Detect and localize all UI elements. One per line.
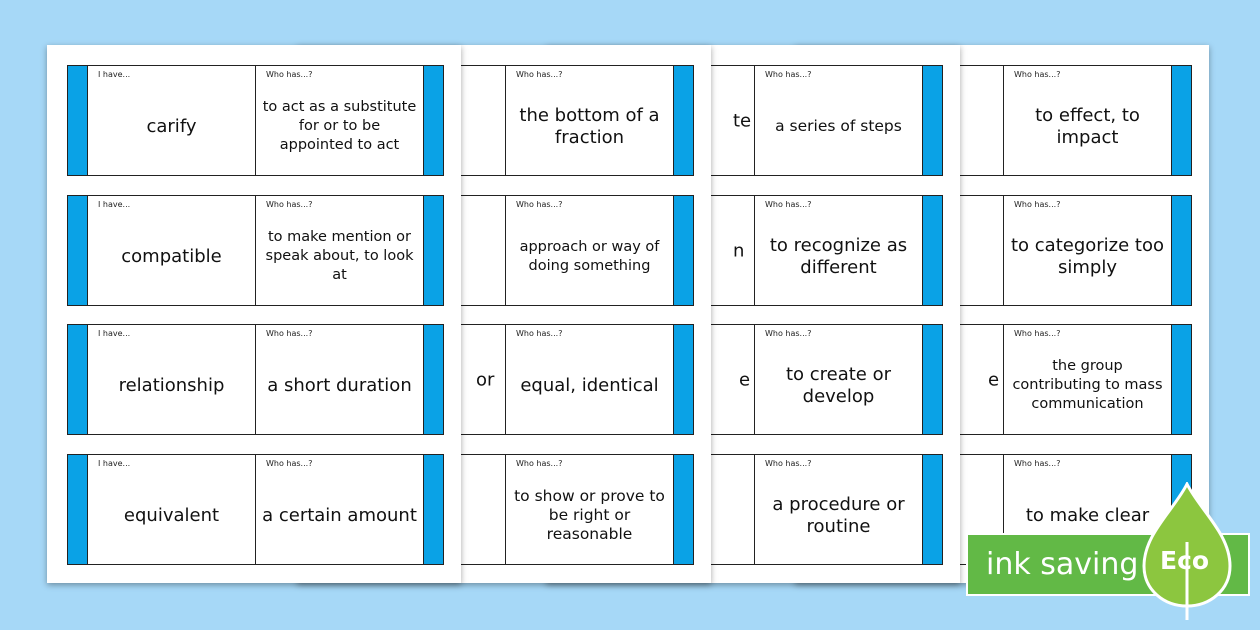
- who-has-label: Who has...?: [516, 459, 563, 468]
- who-has-definition: to make mention or speak about, to look at: [265, 229, 414, 283]
- i-have-term: equivalent: [123, 504, 220, 526]
- who-has-label: Who has...?: [516, 200, 563, 209]
- who-has-definition: to recognize as different: [769, 234, 908, 278]
- who-has-label: Who has...?: [1014, 200, 1061, 209]
- i-have-term-fragment: e: [739, 369, 751, 390]
- sheet-1: [47, 45, 461, 583]
- who-has-label: Who has...?: [266, 459, 313, 468]
- who-has-definition: equal, identical: [520, 374, 659, 396]
- who-has-definition: the group contributing to mass communication: [1012, 358, 1163, 412]
- card-bar-right: [673, 66, 693, 175]
- who-has-definition: to effect, to impact: [1035, 104, 1140, 148]
- i-have-half: [88, 66, 255, 175]
- who-has-label: Who has...?: [266, 200, 313, 209]
- i-have-label: I have...: [98, 329, 131, 338]
- who-has-half: [255, 455, 423, 564]
- i-have-term: compatible: [121, 245, 222, 267]
- i-have-term-fragment: n: [733, 240, 745, 261]
- who-has-definition: to create or develop: [785, 363, 892, 407]
- who-has-half: [505, 455, 673, 564]
- card-bar-right: [423, 325, 443, 434]
- who-has-half: [1003, 196, 1171, 305]
- card-bar-right: [1171, 196, 1191, 305]
- who-has-label: Who has...?: [516, 70, 563, 79]
- card-bar-right: [922, 196, 942, 305]
- card-bar-right: [423, 66, 443, 175]
- who-has-definition: a series of steps: [775, 117, 902, 136]
- who-has-half: [754, 325, 922, 434]
- card-bar-right: [423, 196, 443, 305]
- card-bar-right: [1171, 325, 1191, 434]
- card-bar-right: [673, 325, 693, 434]
- card: [67, 195, 444, 306]
- who-has-half: [754, 66, 922, 175]
- card-bar-right: [1171, 66, 1191, 175]
- who-has-label: Who has...?: [266, 70, 313, 79]
- who-has-definition: to show or prove to be right or reasonable: [514, 487, 665, 543]
- card-bar-right: [423, 455, 443, 564]
- who-has-label: Who has...?: [765, 70, 812, 79]
- who-has-label: Who has...?: [765, 200, 812, 209]
- card-bar-left: [68, 196, 88, 305]
- card-bar-right: [673, 196, 693, 305]
- who-has-half: [505, 66, 673, 175]
- who-has-half: [505, 196, 673, 305]
- card-bar-left: [68, 455, 88, 564]
- who-has-definition: a short duration: [267, 374, 412, 396]
- who-has-label: Who has...?: [1014, 329, 1061, 338]
- who-has-half: [1003, 325, 1171, 434]
- ink-saving-text: ink saving: [986, 547, 1139, 582]
- i-have-half: [88, 325, 255, 434]
- card: [67, 324, 444, 435]
- card: [67, 65, 444, 176]
- card-bar-right: [922, 455, 942, 564]
- who-has-definition: to act as a substitute for or to be appointed to act: [262, 99, 417, 153]
- i-have-term: relationship: [118, 374, 225, 396]
- who-has-half: [255, 325, 423, 434]
- i-have-half: [88, 455, 255, 564]
- i-have-label: I have...: [98, 70, 131, 79]
- who-has-definition: approach or way of doing something: [519, 238, 660, 274]
- who-has-label: Who has...?: [765, 459, 812, 468]
- i-have-term-fragment: or: [476, 369, 495, 390]
- eco-label: Eco: [1160, 546, 1210, 575]
- i-have-label: I have...: [98, 200, 131, 209]
- who-has-label: Who has...?: [765, 329, 812, 338]
- i-have-term-fragment: e: [988, 369, 1000, 390]
- card-bar-right: [922, 325, 942, 434]
- who-has-definition: to categorize too simply: [1010, 234, 1165, 278]
- who-has-definition: the bottom of a fraction: [519, 104, 660, 148]
- who-has-label: Who has...?: [516, 329, 563, 338]
- who-has-half: [754, 196, 922, 305]
- who-has-definition: a procedure or routine: [772, 493, 905, 537]
- who-has-definition: to make clear: [1025, 504, 1150, 526]
- i-have-term-fragment: te: [733, 110, 752, 131]
- who-has-label: Who has...?: [1014, 70, 1061, 79]
- who-has-label: Who has...?: [1014, 459, 1061, 468]
- who-has-definition: a certain amount: [262, 504, 417, 526]
- i-have-half: [88, 196, 255, 305]
- who-has-half: [255, 196, 423, 305]
- card-bar-left: [68, 325, 88, 434]
- who-has-half: [754, 455, 922, 564]
- who-has-half: [1003, 66, 1171, 175]
- i-have-term: carify: [146, 115, 197, 137]
- card-bar-right: [673, 455, 693, 564]
- card: [67, 454, 444, 565]
- who-has-half: [505, 325, 673, 434]
- i-have-label: I have...: [98, 459, 131, 468]
- who-has-half: [255, 66, 423, 175]
- who-has-label: Who has...?: [266, 329, 313, 338]
- card-bar-left: [68, 66, 88, 175]
- card-bar-right: [922, 66, 942, 175]
